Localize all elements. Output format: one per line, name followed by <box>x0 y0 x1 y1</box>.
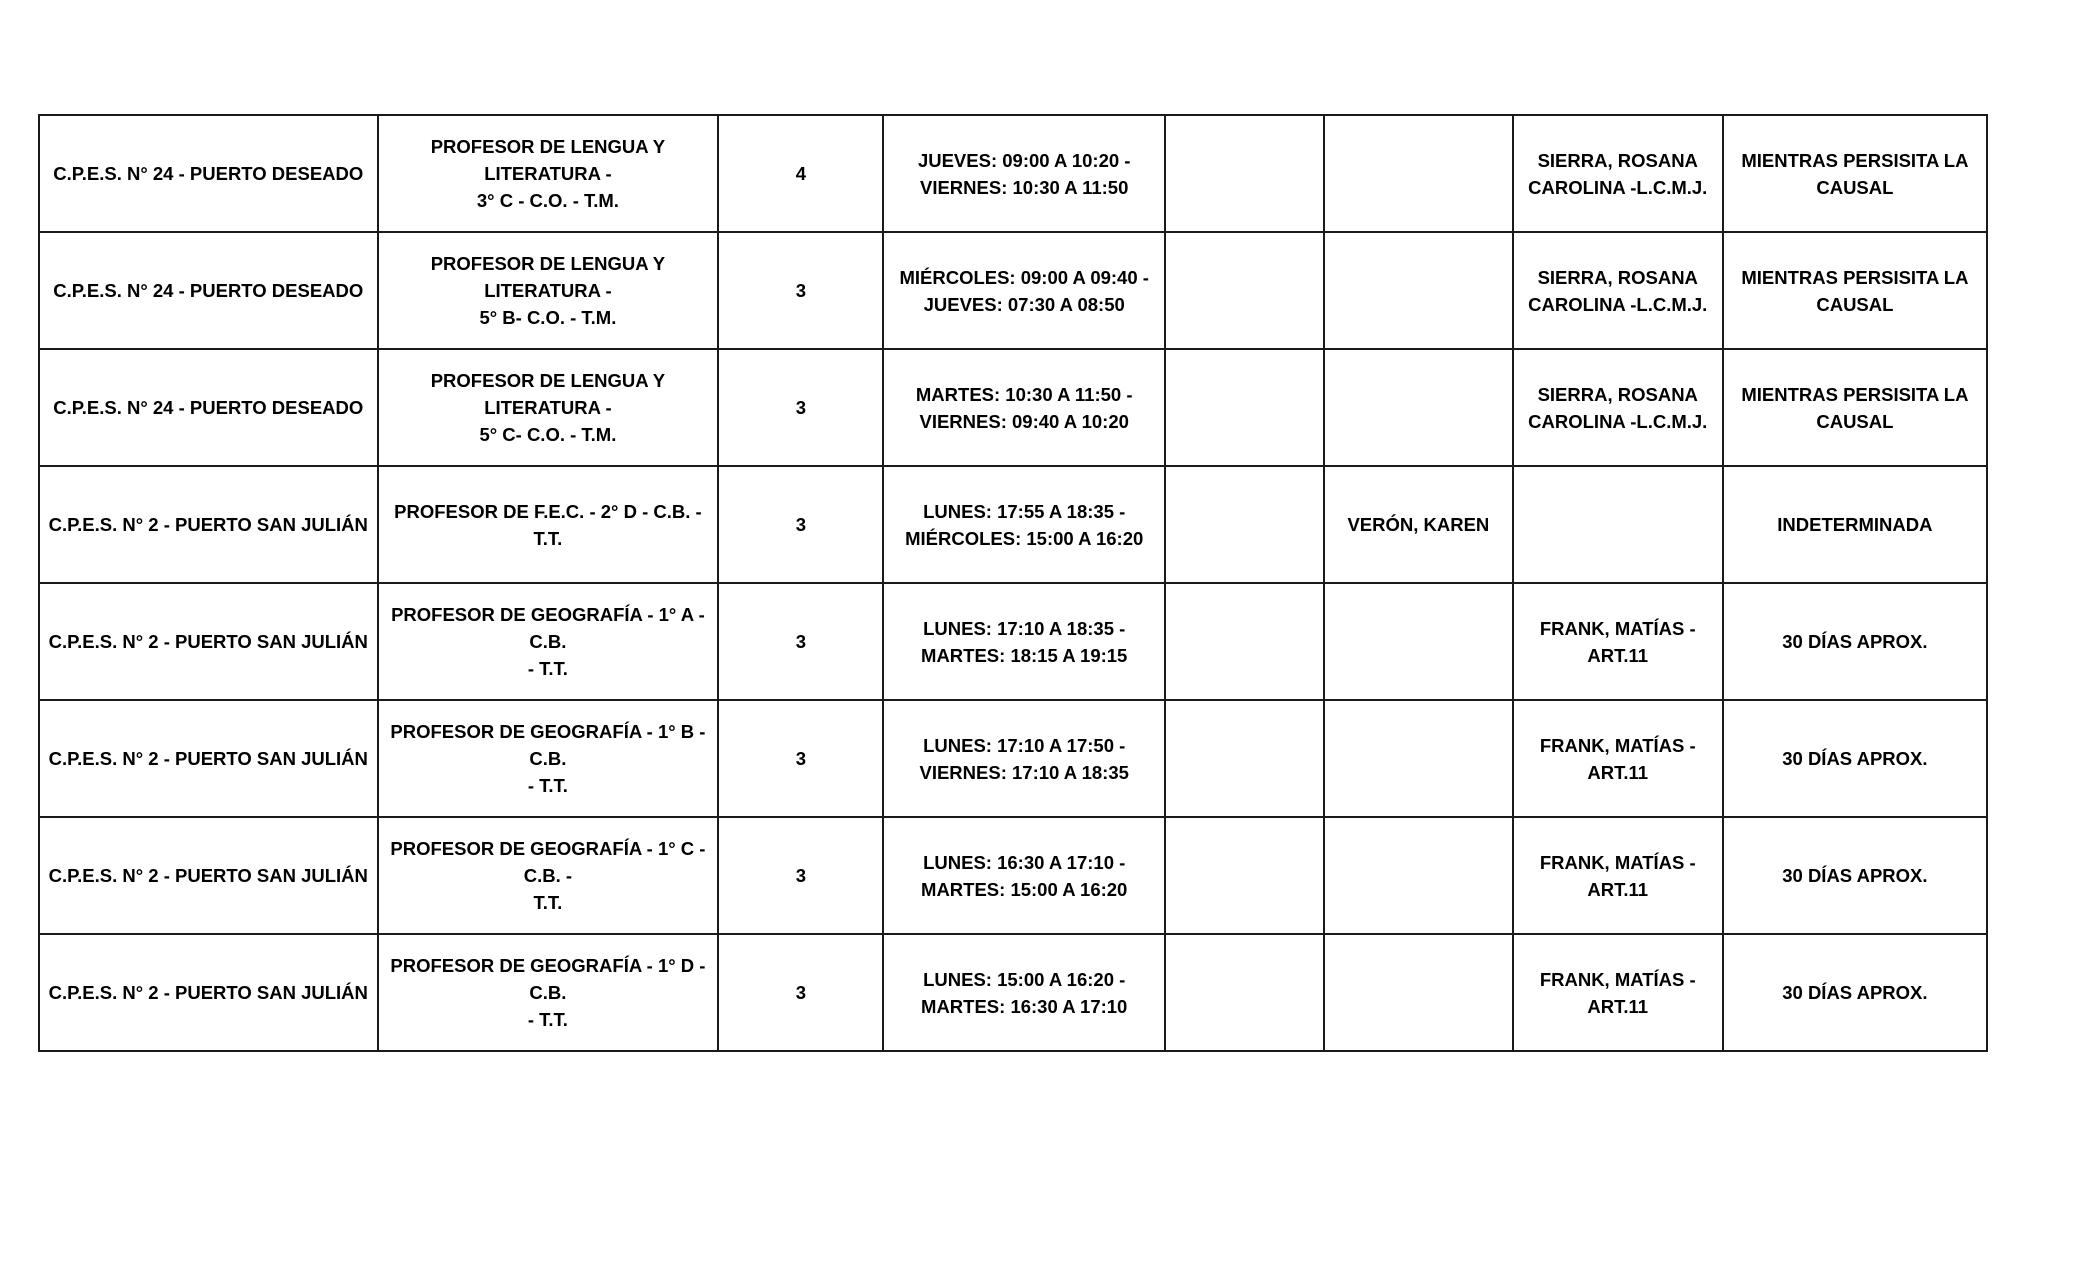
reason-line: ART.11 <box>1587 644 1649 666</box>
reason-line: ART.11 <box>1587 995 1649 1017</box>
empty-cell <box>1165 232 1324 349</box>
schedule-line: MIÉRCOLES: 15:00 A 16:20 <box>905 527 1144 549</box>
table-row <box>39 466 1987 583</box>
cargo-line: - T.T. <box>527 775 568 796</box>
reason-cell <box>1513 349 1723 466</box>
table-row <box>39 232 1987 349</box>
vacancy-table <box>38 114 1988 1052</box>
schedule-line: JUEVES: 07:30 A 08:50 <box>923 293 1125 315</box>
table-row <box>39 349 1987 466</box>
reason-line: CAROLINA -L.C.M.J. <box>1528 293 1708 315</box>
schedule-line: LUNES: 17:10 A 17:50 - <box>923 734 1126 756</box>
cargo-line: T.T. <box>533 892 563 913</box>
hours-cell: 3 <box>718 232 883 349</box>
empty-cell <box>1165 115 1324 232</box>
hours-cell: 3 <box>718 700 883 817</box>
schedule-cell <box>883 934 1164 1051</box>
reason-cell <box>1513 700 1723 817</box>
schedule-line: VIERNES: 09:40 A 10:20 <box>919 410 1129 432</box>
reason-line: CAROLINA -L.C.M.J. <box>1528 176 1708 198</box>
school-cell: C.P.E.S. N° 2 - PUERTO SAN JULIÁN <box>39 934 378 1051</box>
reason-line: FRANK, MATÍAS - <box>1539 851 1696 873</box>
reason-line: ART.11 <box>1587 878 1649 900</box>
empty-cell <box>1165 817 1324 934</box>
duration-cell <box>1723 817 1987 934</box>
cargo-line: PROFESOR DE LENGUA Y LITERATURA - <box>430 136 666 184</box>
hours-cell: 4 <box>718 115 883 232</box>
duration-line: INDETERMINADA <box>1777 514 1933 535</box>
cargo-line: 3° C - C.O. - T.M. <box>476 190 619 211</box>
cargo-line: PROFESOR DE LENGUA Y LITERATURA - <box>430 253 666 301</box>
duration-line: 30 DÍAS APROX. <box>1782 865 1928 886</box>
duration-line: CAUSAL <box>1816 410 1894 432</box>
cargo-line: 5° C- C.O. - T.M. <box>479 424 617 445</box>
titular-cell <box>1324 934 1513 1051</box>
empty-cell <box>1165 349 1324 466</box>
reason-cell <box>1513 466 1723 583</box>
schedule-line: LUNES: 17:55 A 18:35 - <box>923 500 1126 522</box>
duration-line: MIENTRAS PERSISITA LA <box>1741 383 1969 405</box>
schedule-line: MARTES: 18:15 A 19:15 <box>921 644 1128 666</box>
duration-cell <box>1723 115 1987 232</box>
schedule-line: LUNES: 15:00 A 16:20 - <box>923 968 1126 990</box>
schedule-cell <box>883 817 1164 934</box>
schedule-line: VIERNES: 10:30 A 11:50 <box>919 176 1129 198</box>
titular-cell <box>1324 232 1513 349</box>
duration-line: MIENTRAS PERSISITA LA <box>1741 266 1969 288</box>
cargo-cell <box>378 817 719 934</box>
schedule-line: MARTES: 10:30 A 11:50 - <box>915 383 1133 405</box>
duration-line: 30 DÍAS APROX. <box>1782 748 1928 769</box>
cargo-cell <box>378 115 719 232</box>
duration-cell <box>1723 700 1987 817</box>
cargo-line: PROFESOR DE GEOGRAFÍA - 1° B - C.B. <box>390 721 706 769</box>
cargo-cell <box>378 466 719 583</box>
duration-cell <box>1723 583 1987 700</box>
schedule-cell <box>883 466 1164 583</box>
duration-cell <box>1723 349 1987 466</box>
schedule-cell <box>883 232 1164 349</box>
titular-cell <box>1324 115 1513 232</box>
reason-line: CAROLINA -L.C.M.J. <box>1528 410 1708 432</box>
duration-line: CAUSAL <box>1816 293 1894 315</box>
cargo-line: 5° B- C.O. - T.M. <box>479 307 617 328</box>
titular-cell <box>1324 817 1513 934</box>
reason-line: FRANK, MATÍAS - <box>1539 734 1696 756</box>
schedule-line: LUNES: 17:10 A 18:35 - <box>923 617 1126 639</box>
school-cell: C.P.E.S. N° 2 - PUERTO SAN JULIÁN <box>39 817 378 934</box>
schedule-line: VIERNES: 17:10 A 18:35 <box>919 761 1129 783</box>
duration-cell <box>1723 232 1987 349</box>
cargo-line: - T.T. <box>527 658 568 679</box>
reason-cell <box>1513 115 1723 232</box>
titular-cell <box>1324 700 1513 817</box>
reason-cell <box>1513 232 1723 349</box>
table-row <box>39 700 1987 817</box>
schedule-line: JUEVES: 09:00 A 10:20 - <box>917 149 1131 171</box>
table-row <box>39 583 1987 700</box>
cargo-line: PROFESOR DE GEOGRAFÍA - 1° A - C.B. <box>391 604 705 652</box>
table-row <box>39 934 1987 1051</box>
hours-cell: 3 <box>718 349 883 466</box>
hours-cell: 3 <box>718 934 883 1051</box>
hours-cell: 3 <box>718 817 883 934</box>
cargo-cell <box>378 349 719 466</box>
reason-cell <box>1513 934 1723 1051</box>
schedule-cell <box>883 115 1164 232</box>
cargo-line: PROFESOR DE F.E.C. - 2° D - C.B. - T.T. <box>394 500 702 549</box>
reason-line: SIERRA, ROSANA <box>1537 149 1698 171</box>
reason-line: FRANK, MATÍAS - <box>1539 968 1696 990</box>
table-row <box>39 115 1987 232</box>
titular-cell <box>1324 583 1513 700</box>
duration-cell <box>1723 466 1987 583</box>
duration-line: 30 DÍAS APROX. <box>1782 631 1928 652</box>
school-cell: C.P.E.S. N° 24 - PUERTO DESEADO <box>39 232 378 349</box>
school-cell: C.P.E.S. N° 24 - PUERTO DESEADO <box>39 349 378 466</box>
reason-line: ART.11 <box>1587 761 1649 783</box>
schedule-line: MARTES: 15:00 A 16:20 <box>921 878 1128 900</box>
empty-cell <box>1165 466 1324 583</box>
schedule-cell <box>883 349 1164 466</box>
duration-line: 30 DÍAS APROX. <box>1782 982 1928 1003</box>
school-cell: C.P.E.S. N° 2 - PUERTO SAN JULIÁN <box>39 700 378 817</box>
table-row <box>39 817 1987 934</box>
schedule-line: LUNES: 16:30 A 17:10 - <box>923 851 1126 873</box>
cargo-cell <box>378 934 719 1051</box>
school-cell: C.P.E.S. N° 2 - PUERTO SAN JULIÁN <box>39 583 378 700</box>
schedule-line: MIÉRCOLES: 09:00 A 09:40 - <box>899 266 1149 288</box>
empty-cell <box>1165 934 1324 1051</box>
reason-line: SIERRA, ROSANA <box>1537 266 1698 288</box>
duration-line: CAUSAL <box>1816 176 1894 198</box>
reason-line: SIERRA, ROSANA <box>1537 383 1698 405</box>
empty-cell <box>1165 700 1324 817</box>
cargo-cell <box>378 700 719 817</box>
cargo-line: - T.T. <box>527 1009 568 1030</box>
empty-cell <box>1165 583 1324 700</box>
hours-cell: 3 <box>718 466 883 583</box>
duration-line: MIENTRAS PERSISITA LA <box>1741 149 1969 171</box>
school-cell: C.P.E.S. N° 24 - PUERTO DESEADO <box>39 115 378 232</box>
cargo-line: PROFESOR DE GEOGRAFÍA - 1° D - C.B. <box>390 955 706 1003</box>
schedule-line: MARTES: 16:30 A 17:10 <box>921 995 1128 1017</box>
cargo-cell <box>378 583 719 700</box>
cargo-line: PROFESOR DE GEOGRAFÍA - 1° C - C.B. - <box>390 838 706 886</box>
schedule-cell <box>883 700 1164 817</box>
cargo-line: PROFESOR DE LENGUA Y LITERATURA - <box>430 370 666 418</box>
duration-cell <box>1723 934 1987 1051</box>
reason-line: FRANK, MATÍAS - <box>1539 617 1696 639</box>
reason-cell <box>1513 817 1723 934</box>
cargo-cell <box>378 232 719 349</box>
titular-cell <box>1324 349 1513 466</box>
schedule-cell <box>883 583 1164 700</box>
school-cell: C.P.E.S. N° 2 - PUERTO SAN JULIÁN <box>39 466 378 583</box>
reason-cell <box>1513 583 1723 700</box>
titular-cell: VERÓN, KAREN <box>1324 466 1513 583</box>
hours-cell: 3 <box>718 583 883 700</box>
